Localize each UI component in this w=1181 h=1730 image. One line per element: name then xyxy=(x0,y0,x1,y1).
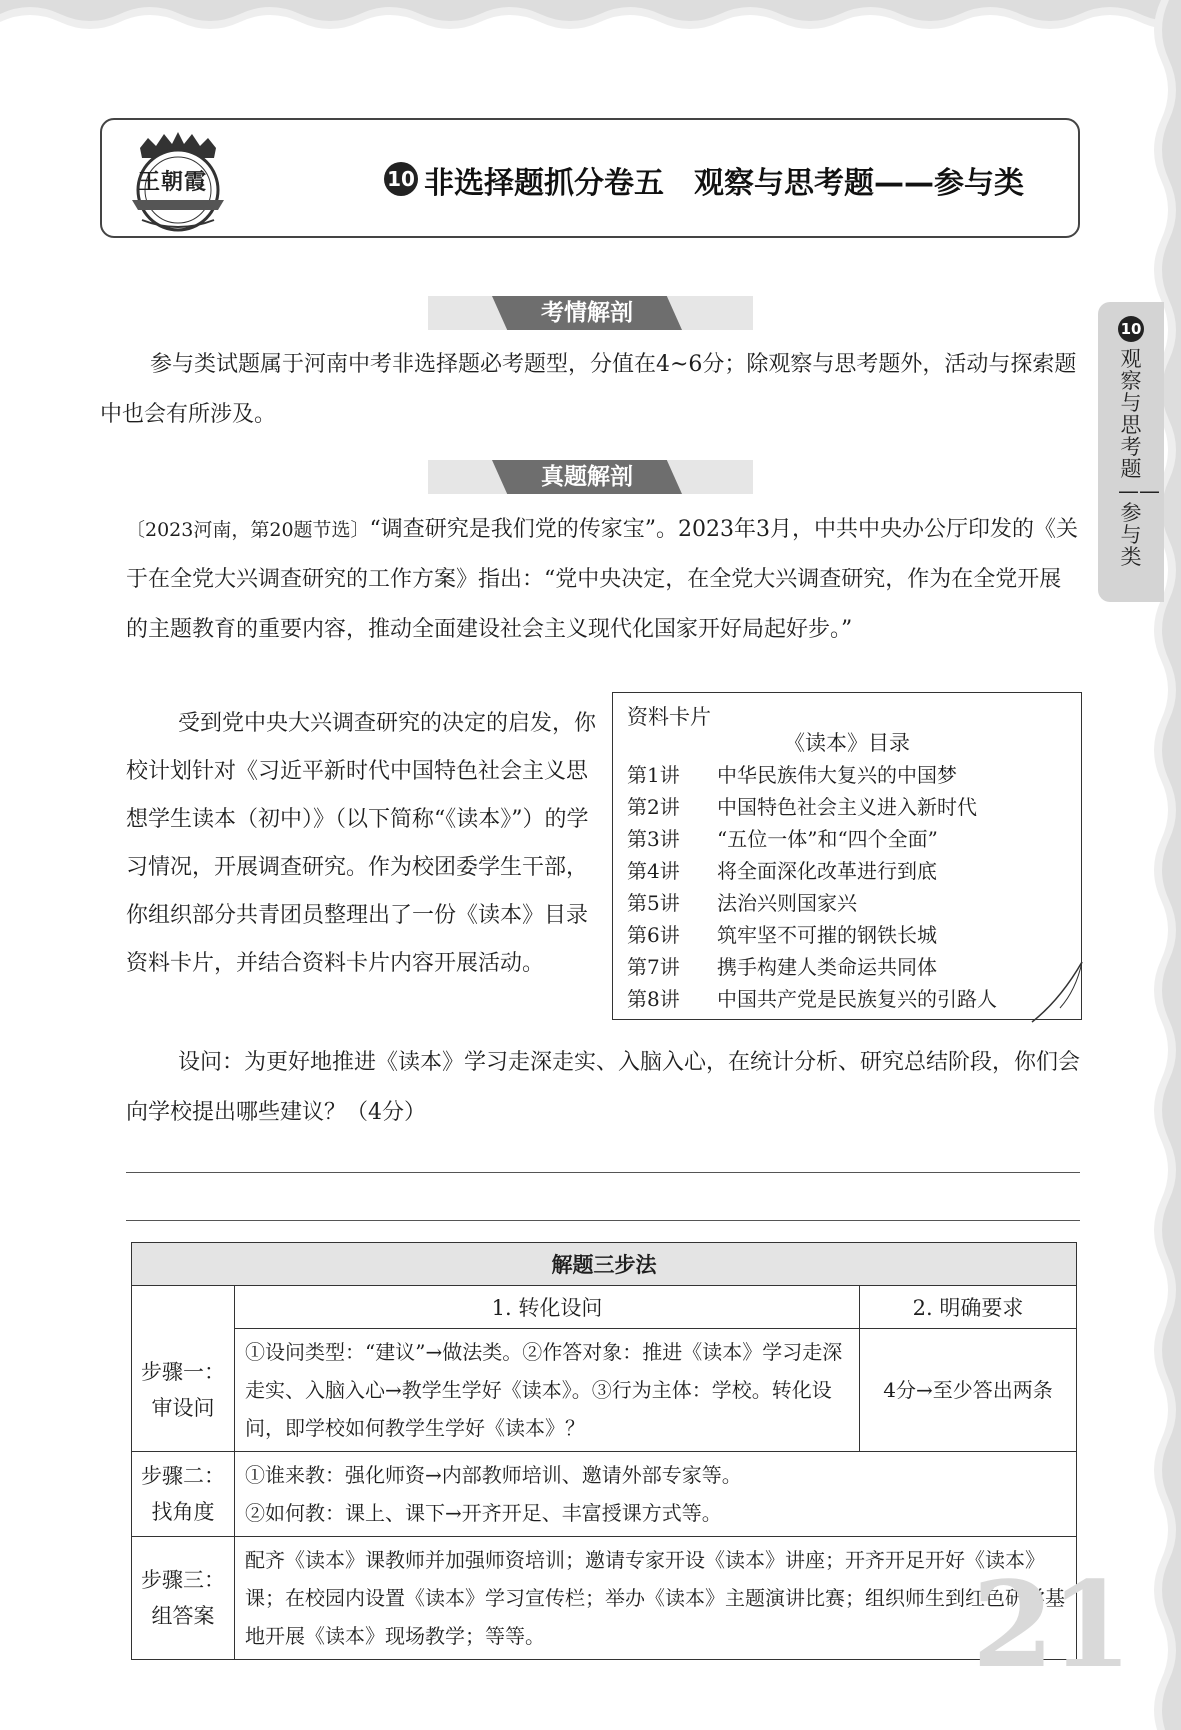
logo-text: 王朝霞 xyxy=(138,169,208,195)
list-item xyxy=(627,951,997,983)
section-banner-exam-analysis xyxy=(428,296,753,330)
chapter-side-tab[interactable] xyxy=(1098,302,1164,602)
lecture-number: 第8讲 xyxy=(627,987,680,1011)
lecture-number: 第5讲 xyxy=(627,891,680,915)
info-card-heading: 《读本》目录 xyxy=(784,731,910,755)
side-tab-number: 10 xyxy=(1118,316,1144,342)
answer-line[interactable] xyxy=(126,1172,1080,1173)
lecture-list xyxy=(627,759,997,1015)
list-item xyxy=(627,759,997,791)
list-item xyxy=(627,823,997,855)
lecture-title: 筑牢坚不可摧的钢铁长城 xyxy=(717,923,937,947)
lecture-title: 携手构建人类命运共同体 xyxy=(717,955,937,979)
chapter-number-badge: 10 xyxy=(384,162,418,196)
step1-content: ①设问类型：“建议”→做法类。②作答对象：推进《读本》学习走深走实、入脑入心→教学生学好《读本》。③行为主体：学校。转化设问，即学校如何教学生学好《读本》？ xyxy=(235,1329,860,1452)
page-title: 非选择题抓分卷五 观察与思考题——参与类 xyxy=(424,166,1024,201)
table-row xyxy=(132,1537,1077,1660)
step1-label: 步骤一： 审设问 xyxy=(132,1329,235,1452)
steps-table xyxy=(131,1242,1077,1660)
lecture-title: 中国共产党是民族复兴的引路人 xyxy=(717,987,997,1011)
lecture-number: 第1讲 xyxy=(627,763,680,787)
question-prompt: 设问：为更好地推进《读本》学习走深走实、入脑入心，在统计分析、研究总结阶段，你们会向学校提出哪些建议？（4分） xyxy=(126,1050,1081,1125)
step1-requirement: 4分→至少答出两条 xyxy=(860,1329,1077,1452)
lecture-title: 中华民族伟大复兴的中国梦 xyxy=(717,763,957,787)
table-row xyxy=(132,1329,1077,1452)
section-banner-label: 考情解剖 xyxy=(541,300,633,326)
lecture-title: 将全面深化改革进行到底 xyxy=(717,859,937,883)
step3-label: 步骤三： 组答案 xyxy=(132,1537,235,1660)
side-tab-label: 观察与思考题——参与类 xyxy=(1118,347,1160,569)
list-item xyxy=(627,887,997,919)
lecture-title: 法治兴则国家兴 xyxy=(717,891,857,915)
lecture-number: 第3讲 xyxy=(627,827,680,851)
column-header-requirement: 2. 明确要求 xyxy=(860,1286,1077,1329)
lecture-number: 第7讲 xyxy=(627,955,680,979)
table-row xyxy=(132,1452,1077,1537)
question-intro xyxy=(126,505,1080,655)
list-item xyxy=(627,983,997,1015)
wavy-border-top xyxy=(0,0,1181,60)
step3-content: 配齐《读本》课教师并加强师资培训；邀请专家开设《读本》讲座；开齐开足开好《读本》课；在校园内设置《读本》学习宣传栏；举办《读本》主题演讲比赛；组织师生到红色研学基地开展《读本》现场教学；等等。 xyxy=(235,1537,1077,1660)
page-header xyxy=(100,118,1080,238)
wavy-border-right xyxy=(1121,0,1181,1730)
steps-table-title: 解题三步法 xyxy=(132,1243,1077,1286)
step2-label: 步骤二： 找角度 xyxy=(132,1452,235,1537)
answer-line[interactable] xyxy=(126,1220,1080,1221)
card-page-curl xyxy=(1030,960,1090,1024)
section-banner-real-question xyxy=(428,460,753,494)
lecture-number: 第6讲 xyxy=(627,923,680,947)
lecture-title: “五位一体”和“四个全面” xyxy=(717,827,938,851)
step2-content: ①谁来教：强化师资→内部教师培训、邀请外部专家等。 ②如何教：课上、课下→开齐开足、丰富授课方式等。 xyxy=(235,1452,1077,1537)
info-card-title: 资料卡片 xyxy=(627,705,711,729)
question-intro-text: “调查研究是我们党的传家宝”。2023年3月，中共中央办公厅印发的《关于在全党大兴调查研究的工作方案》指出：“党中央决定，在全党大兴调查研究，作为在全党开展的主题教育的重要内容，推动全面建设社会主义现代化国家开好局起好步。” xyxy=(126,517,1079,642)
exam-analysis-text: 参与类试题属于河南中考非选择题必考题型，分值在4~6分；除观察与思考题外，活动与探索题中也会有所涉及。 xyxy=(100,352,1077,427)
lecture-number: 第2讲 xyxy=(627,795,680,819)
question-source: 〔2023河南，第20题节选〕 xyxy=(126,519,370,541)
question-scenario: 受到党中央大兴调查研究的决定的启发，你校计划针对《习近平新时代中国特色社会主义思想学生读本（初中）》（以下简称“《读本》”）的学习情况，开展调查研究。作为校团委学生干部，你组织部分共青团员整理出了一份《读本》目录资料卡片，并结合资料卡片内容开展活动。 xyxy=(126,711,597,976)
page-number: 21 xyxy=(972,1555,1129,1694)
info-card xyxy=(612,692,1082,1020)
column-header-transform: 1. 转化设问 xyxy=(235,1286,860,1329)
list-item xyxy=(627,855,997,887)
list-item xyxy=(627,919,997,951)
lecture-number: 第4讲 xyxy=(627,859,680,883)
section-banner-label: 真题解剖 xyxy=(541,464,633,490)
list-item xyxy=(627,791,997,823)
lecture-title: 中国特色社会主义进入新时代 xyxy=(717,795,977,819)
